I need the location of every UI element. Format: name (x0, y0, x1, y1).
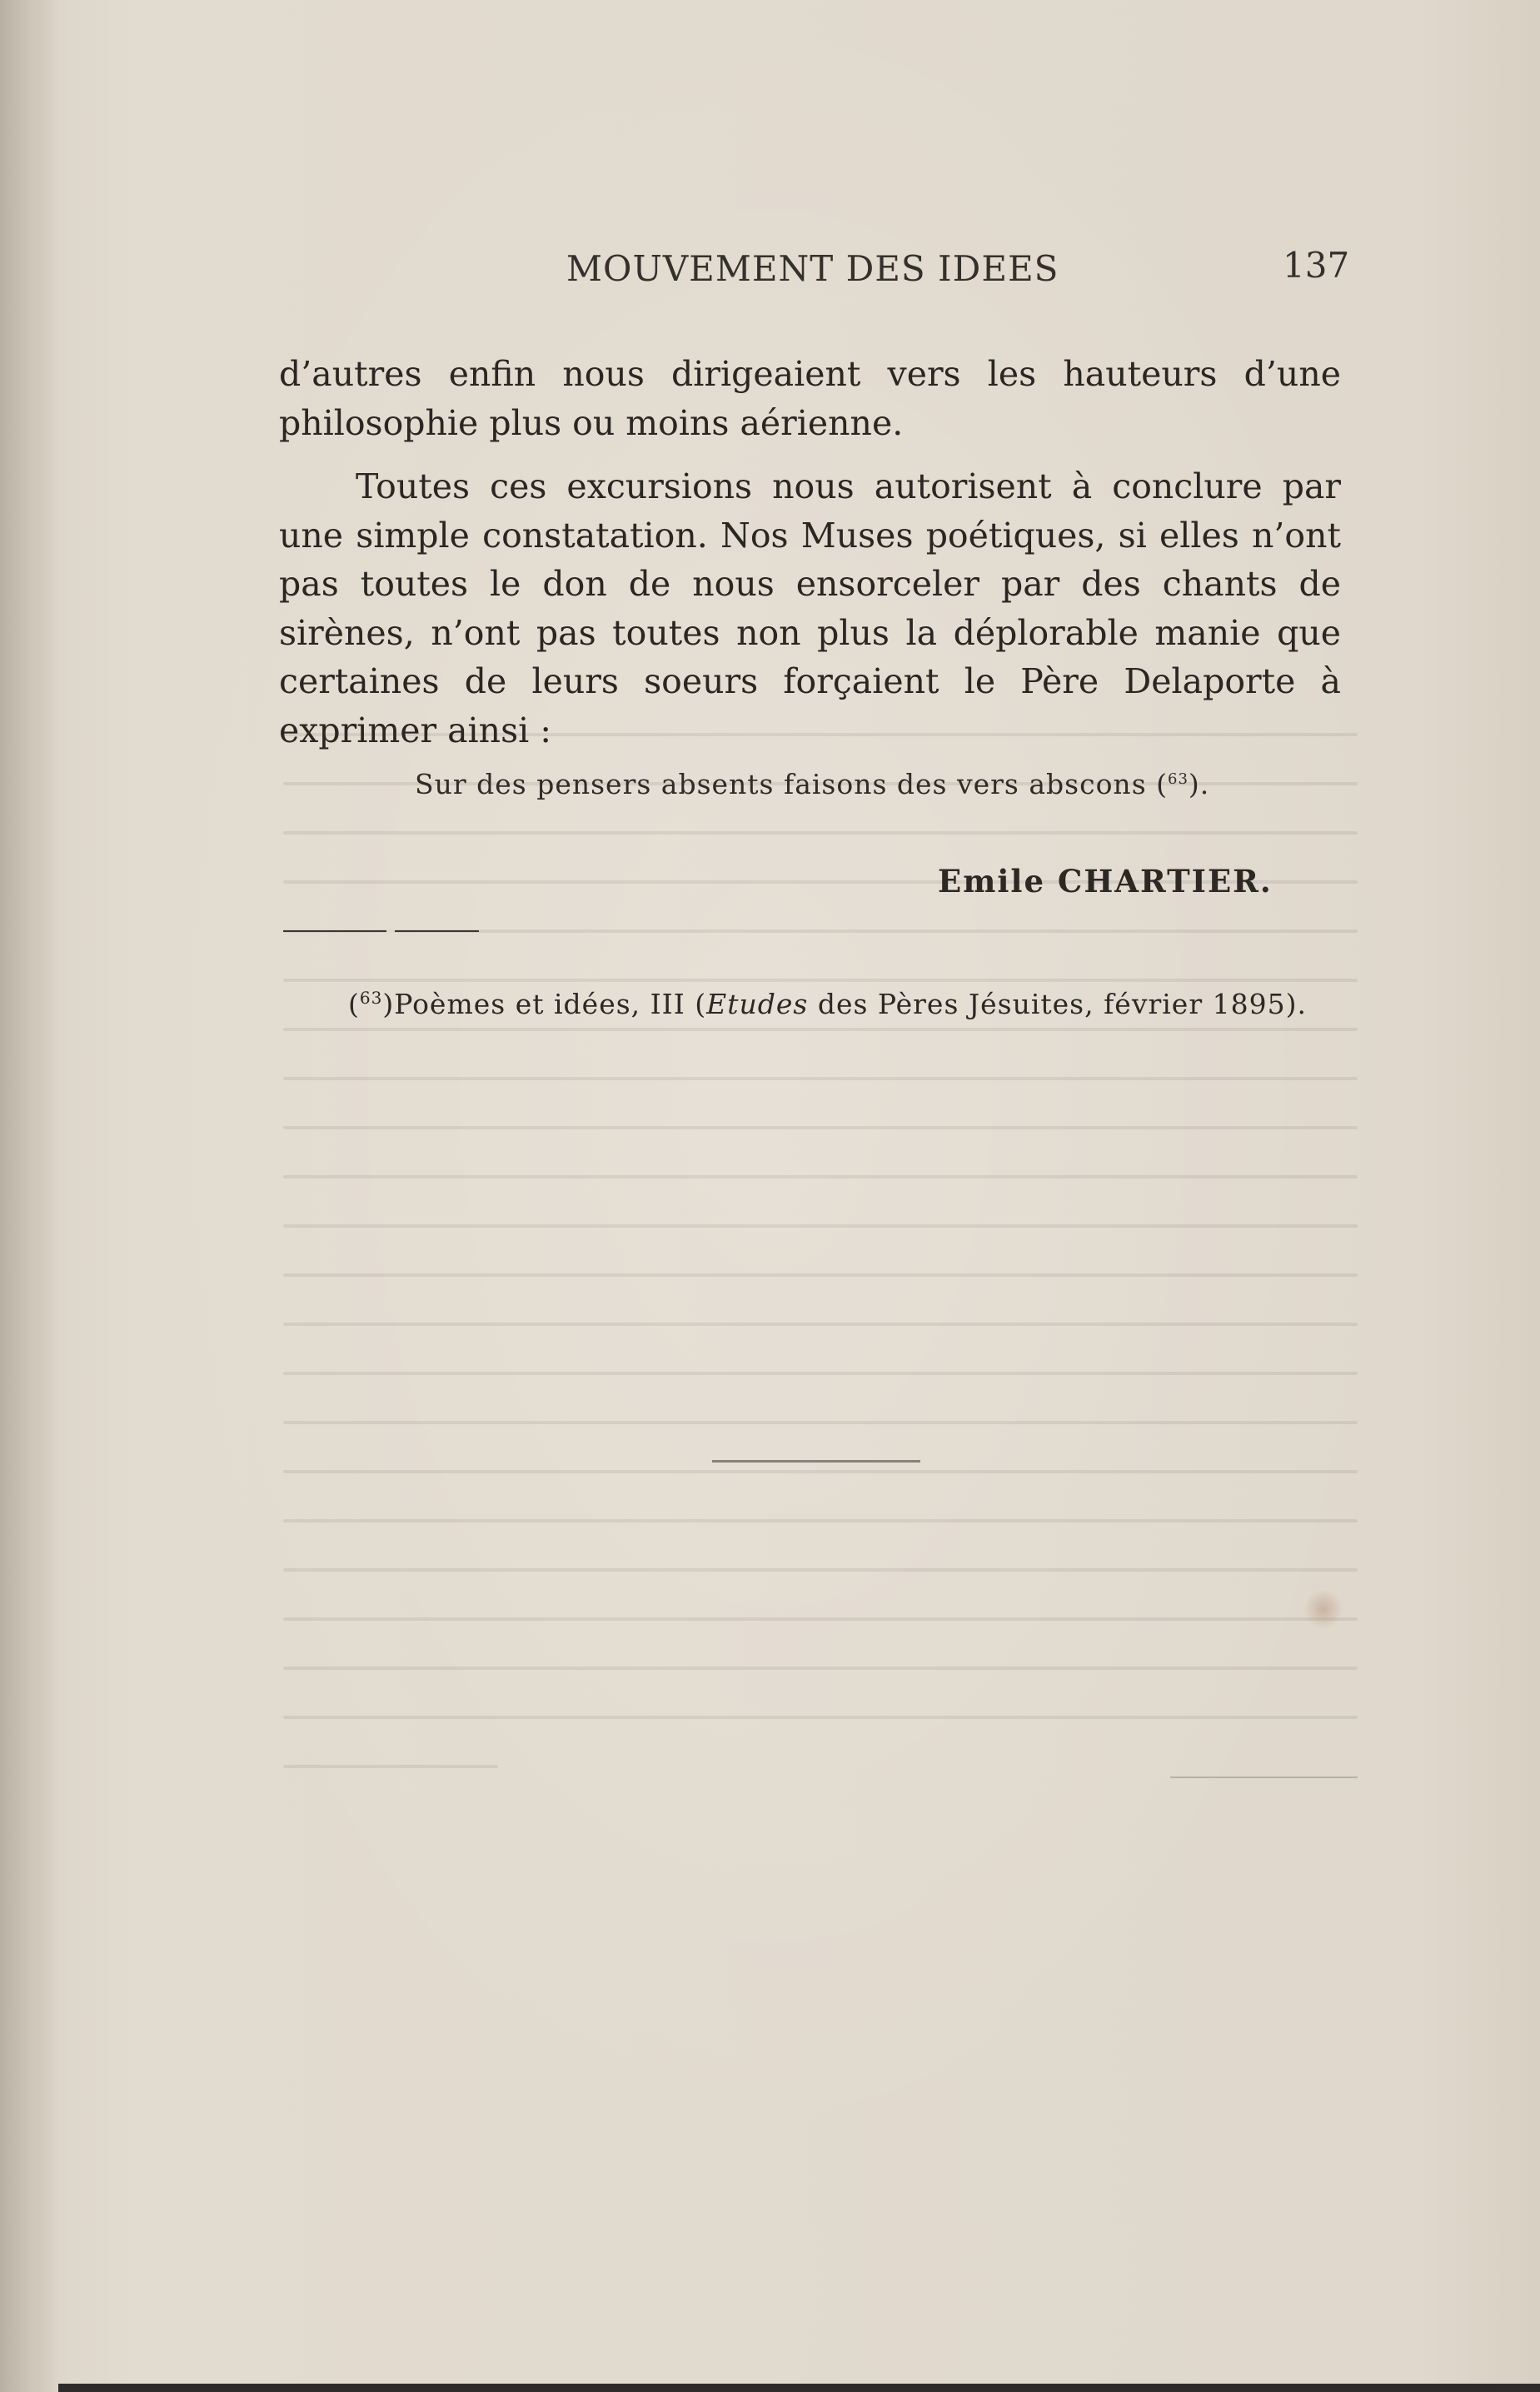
body-text (279, 350, 1341, 755)
footnote-marker: 63 (359, 988, 383, 1008)
footnote-title: )Poèmes et idées, III ( (382, 988, 707, 1020)
bleed-through-rule (712, 1460, 920, 1463)
footnote-open: ( (348, 988, 360, 1020)
page-number: 137 (1283, 245, 1350, 286)
author-signature: Emile CHARTIER. (938, 863, 1273, 899)
paragraph-conclusion: Toutes ces excursions nous autorisent à conclure par une simple constatation. Nos Muses poétiques, si elles n’ont pas toutes le don de nous ensorceler par des chants de sirènes, n’ont pas toutes non plus la déplorable manie que certaines de leurs soeurs forçaient le Père Delaporte à exprimer ainsi : (279, 466, 1341, 750)
book-spine-shadow (0, 0, 58, 2392)
verse-text: Sur des pensers absents faisons des vers abscons ( (415, 768, 1168, 800)
footnote-separator (283, 930, 479, 932)
footnote-rest: des Pères Jésuites, février 1895). (808, 988, 1307, 1020)
footnote-reference: 63 (1168, 770, 1189, 788)
footnote (348, 988, 1307, 1020)
paper-stain (1303, 1589, 1343, 1629)
verse-close: ). (1188, 768, 1210, 800)
scan-bottom-edge (58, 2384, 1540, 2392)
bleed-through-footnote-rule (1170, 1777, 1358, 1778)
quoted-verse (415, 768, 1209, 800)
separator-gap (386, 929, 395, 933)
paragraph-continuation: d’autres enfin nous dirigeaient vers les hauteurs d’une philosophie plus ou moins aérienne. (279, 354, 1341, 443)
footnote-journal: Etudes (706, 988, 809, 1020)
bleed-through-text (283, 733, 1358, 1916)
running-head: MOUVEMENT DES IDEES (566, 248, 1059, 289)
